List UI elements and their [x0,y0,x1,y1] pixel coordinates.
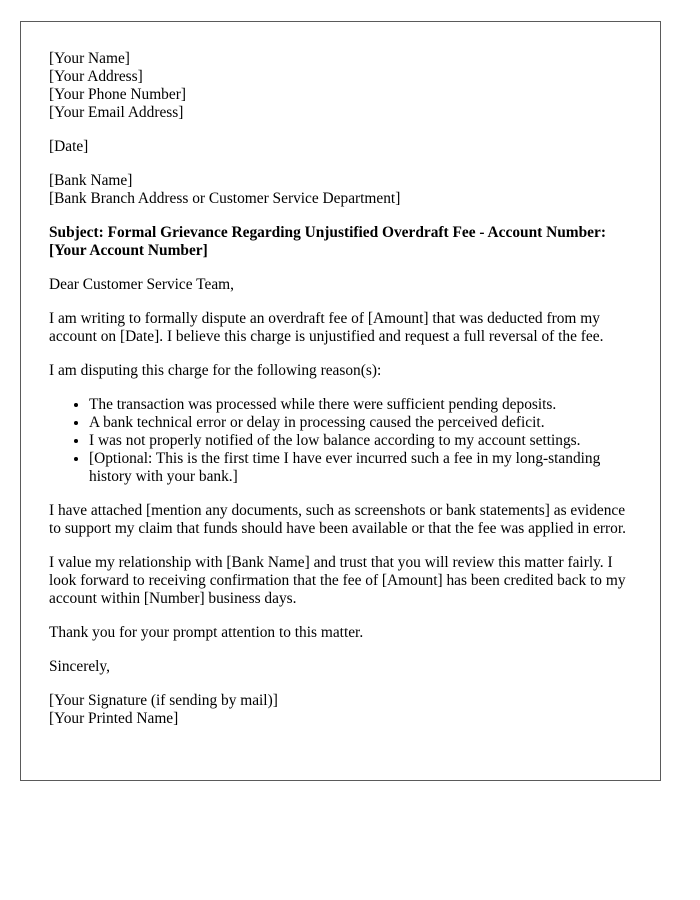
recipient-bank-name: [Bank Name] [49,172,133,189]
attachments-paragraph: I have attached [mention any documents, such as screenshots or bank statements] as evidence to support my claim that funds should have been available or that the fee was applied in error. [49,502,626,537]
sender-address: [Your Address] [49,68,143,85]
reason-item: • The transaction was processed while there were sufficient pending deposits. [89,396,632,414]
recipient-block [49,172,632,208]
thanks-paragraph: Thank you for your prompt attention to this matter. [49,624,364,641]
reason-item: • I was not properly notified of the low balance according to my account settings. [89,432,632,450]
reasons-intro: I am disputing this charge for the following reason(s): [49,362,382,379]
reason-item: • A bank technical error or delay in processing caused the perceived deficit. [89,414,632,432]
sender-block [49,50,632,122]
letter-date: [Date] [49,138,89,155]
closing: Sincerely, [49,658,110,675]
intro-paragraph: I am writing to formally dispute an overdraft fee of [Amount] that was deducted from my account on [Date]. I believe this charge is unjustified and request a full reversal of the fee. [49,310,604,345]
signature-block [49,692,632,728]
sender-phone: [Your Phone Number] [49,86,186,103]
subject-line: Subject: Formal Grievance Regarding Unjustified Overdraft Fee - Account Number: [Your Account Number] [49,224,606,259]
letter-page [20,21,661,781]
reasons-list [49,396,632,486]
recipient-branch: [Bank Branch Address or Customer Service Department] [49,190,401,207]
reason-item: • [Optional: This is the first time I have ever incurred such a fee in my long-standing history with your bank.] [89,450,632,486]
date-block [49,138,632,156]
signature-line: [Your Signature (if sending by mail)] [49,692,278,709]
relationship-paragraph: I value my relationship with [Bank Name] and trust that you will review this matter fairly. I look forward to receiving confirmation that the fee of [Amount] has been credited back to my account within [Number] business days. [49,554,626,607]
salutation: Dear Customer Service Team, [49,276,234,293]
sender-name: [Your Name] [49,50,130,67]
printed-name: [Your Printed Name] [49,710,179,727]
sender-email: [Your Email Address] [49,104,184,121]
